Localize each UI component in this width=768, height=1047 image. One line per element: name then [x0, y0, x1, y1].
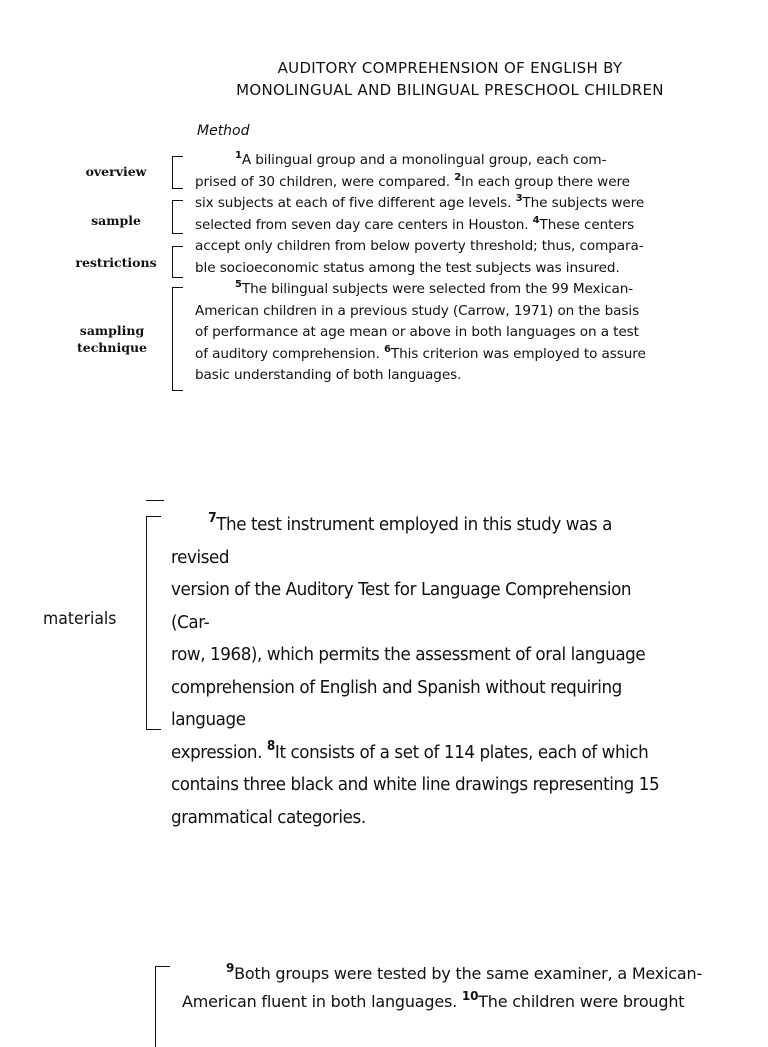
text-line	[171, 802, 673, 835]
text-line	[171, 639, 673, 672]
scan-mark	[146, 500, 164, 501]
sentence-number: 7	[208, 511, 217, 526]
text-span: American fluent in both languages.	[182, 992, 462, 1011]
text-span: prised of 30 children, were compared.	[195, 173, 455, 190]
sentence-number: 5	[235, 279, 242, 290]
sentence-number: 9	[226, 961, 235, 975]
text-span: grammatical categories.	[171, 806, 366, 828]
text-span: version of the Auditory Test for Language Comprehension (Car-	[171, 579, 632, 633]
materials-paragraph	[171, 509, 673, 834]
text-line	[195, 301, 710, 323]
bracket-procedure	[155, 966, 170, 1047]
text-span: expression.	[171, 741, 267, 763]
procedure-paragraph	[182, 960, 742, 1016]
label-sampling: sampling	[79, 323, 145, 338]
text-span: It consists of a set of 114 plates, each of which	[274, 741, 649, 763]
label-overview: overview	[85, 164, 147, 179]
text-line	[195, 322, 710, 344]
text-line	[182, 960, 742, 988]
text-line	[171, 574, 673, 639]
method-paragraph	[195, 150, 710, 387]
text-span: comprehension of English and Spanish without requiring language	[171, 676, 622, 730]
bracket-sampling-technique	[172, 287, 183, 391]
text-span: The subjects were	[522, 195, 645, 211]
document-title-line-1: AUDITORY COMPREHENSION OF ENGLISH BY	[277, 59, 623, 77]
sentence-number: 4	[532, 214, 540, 226]
text-span: A bilingual group and a monolingual group, each com-	[241, 152, 607, 168]
label-restrictions: restrictions	[75, 255, 157, 270]
text-line	[171, 737, 673, 770]
bracket-materials	[146, 516, 161, 730]
bracket-sample	[172, 200, 183, 234]
text-line	[182, 988, 742, 1016]
bracket-restrictions	[172, 246, 183, 278]
text-line	[195, 365, 710, 387]
label-sample: sample	[91, 213, 141, 228]
text-line	[171, 672, 673, 737]
text-span: These centers	[539, 216, 635, 233]
label-materials: materials	[43, 609, 117, 629]
text-line	[171, 769, 673, 802]
sentence-number: 1	[235, 150, 242, 161]
text-line	[195, 279, 710, 301]
text-line	[195, 172, 710, 194]
text-span: of performance at age mean or above in both languages on a test	[195, 324, 639, 340]
text-span: six subjects at each of five different age levels.	[195, 195, 516, 211]
sentence-number: 10	[461, 989, 479, 1003]
text-line	[195, 236, 710, 258]
text-line	[171, 509, 673, 574]
sentence-number: 3	[515, 193, 523, 204]
label-sampling-technique	[66, 322, 158, 356]
label-technique: technique	[76, 340, 148, 355]
text-line	[195, 258, 710, 280]
text-span: accept only children from below poverty threshold; thus, compara-	[195, 238, 644, 254]
text-span: American children in a previous study (Carrow, 1971) on the basis	[195, 302, 640, 319]
text-span: This criterion was employed to assure	[390, 345, 646, 362]
sentence-number: 2	[454, 171, 462, 183]
text-span: Both groups were tested by the same examiner, a Mexican-	[234, 964, 703, 983]
text-span: selected from seven day care centers in Houston.	[195, 216, 533, 233]
text-span: In each group there were	[461, 173, 630, 190]
text-span: ble socioeconomic status among the test subjects was insured.	[195, 259, 620, 276]
text-span: row, 1968), which permits the assessment of oral language	[171, 644, 646, 665]
text-span: The test instrument employed in this study was a revised	[171, 514, 612, 568]
text-line	[195, 215, 710, 237]
text-line	[195, 150, 710, 172]
method-heading: Method	[197, 123, 250, 139]
text-span: The children were brought	[478, 992, 685, 1011]
text-line	[195, 193, 710, 215]
text-line	[195, 344, 710, 366]
sentence-number: 6	[384, 343, 391, 355]
text-span: The bilingual subjects were selected from the 99 Mexican-	[241, 281, 634, 297]
text-span: basic understanding of both languages.	[195, 367, 462, 383]
text-span: contains three black and white line drawings representing 15	[171, 774, 660, 795]
sentence-number: 8	[266, 738, 275, 754]
document-title-line-2: MONOLINGUAL AND BILINGUAL PRESCHOOL CHILDREN	[236, 81, 664, 99]
text-span: of auditory comprehension.	[195, 345, 385, 362]
bracket-overview	[172, 156, 183, 189]
